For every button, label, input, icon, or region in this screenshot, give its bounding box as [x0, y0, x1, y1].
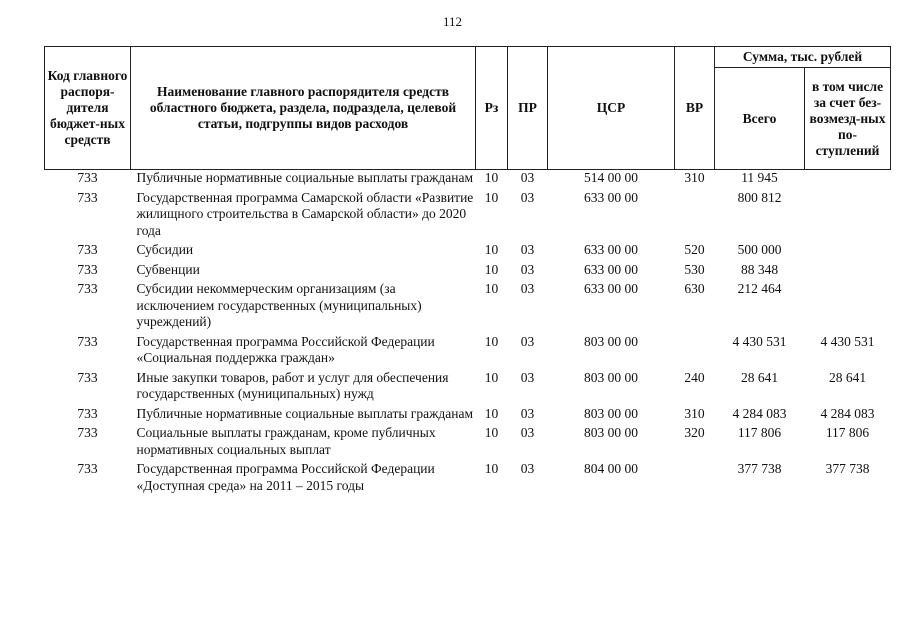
- cell-rz: 10: [484, 405, 499, 421]
- cell-name: Социальные выплаты гражданам, кроме публичных нормативных социальных выплат: [136, 425, 436, 457]
- cell-vr: 240: [684, 369, 705, 385]
- cell-pr: 03: [520, 369, 535, 385]
- header-free: в том числе за счет без-возмезд-ных по-ступлений: [805, 68, 891, 170]
- cell-csr: 633 00 00: [584, 281, 638, 296]
- header-vr: ВР: [675, 47, 715, 170]
- table-row: [45, 187, 891, 240]
- cell-code: 733: [77, 281, 98, 296]
- table-row: [45, 278, 891, 331]
- table-row: [45, 422, 891, 458]
- cell-code: 733: [77, 189, 98, 205]
- cell-free: [805, 170, 891, 187]
- cell-pr: 03: [520, 170, 535, 185]
- cell-code: 733: [77, 425, 98, 440]
- cell-free: 28 641: [828, 369, 867, 385]
- cell-code: 733: [77, 242, 98, 257]
- cell-rz: 10: [484, 242, 499, 257]
- table-body: [45, 170, 891, 495]
- cell-code: 733: [77, 333, 98, 349]
- cell-name: Иные закупки товаров, работ и услуг для обеспечения государственных (муниципальных) нужд: [136, 369, 449, 401]
- header-sum-group: Сумма, тыс. рублей: [715, 47, 891, 68]
- cell-pr: 03: [520, 189, 535, 205]
- cell-rz: 10: [484, 261, 499, 277]
- cell-free: [805, 278, 891, 331]
- table-row: [45, 367, 891, 403]
- table-header: [45, 47, 891, 170]
- budget-table: [44, 46, 891, 494]
- cell-total: 88 348: [740, 261, 779, 277]
- table-row: [45, 458, 891, 494]
- cell-total: 500 000: [737, 242, 782, 257]
- cell-vr: [675, 331, 715, 367]
- cell-csr: 803 00 00: [584, 405, 638, 421]
- cell-total: 212 464: [737, 281, 782, 296]
- cell-rz: 10: [484, 425, 499, 440]
- cell-csr: 803 00 00: [584, 333, 638, 349]
- table-row: [45, 239, 891, 259]
- cell-free: 4 430 531: [820, 333, 875, 349]
- cell-rz: 10: [484, 461, 499, 476]
- cell-vr: [675, 187, 715, 240]
- cell-pr: 03: [520, 261, 535, 277]
- cell-name: Субсидии некоммерческим организациям (за исключением государственных (муниципальных) учреждений): [136, 281, 422, 329]
- cell-pr: 03: [520, 281, 535, 296]
- header-rz: Рз: [476, 47, 508, 170]
- cell-vr: 530: [684, 261, 705, 277]
- cell-vr: 310: [684, 405, 705, 421]
- page-number: 112: [442, 14, 463, 29]
- cell-code: 733: [77, 369, 98, 385]
- cell-rz: 10: [484, 281, 499, 296]
- table-row: [45, 403, 891, 423]
- cell-name: Государственная программа Российской Федерации «Социальная поддержка граждан»: [136, 333, 435, 365]
- header-pr: ПР: [508, 47, 548, 170]
- cell-csr: 804 00 00: [584, 461, 638, 476]
- cell-pr: 03: [520, 425, 535, 440]
- cell-free: [805, 239, 891, 259]
- cell-csr: 633 00 00: [584, 242, 638, 257]
- cell-total: 28 641: [740, 369, 779, 385]
- cell-csr: 803 00 00: [584, 425, 638, 440]
- cell-code: 733: [77, 261, 98, 277]
- cell-total: 377 738: [737, 461, 782, 476]
- cell-name: Субсидии: [136, 242, 194, 257]
- cell-free: [805, 187, 891, 240]
- cell-vr: 520: [684, 242, 705, 257]
- header-total: Всего: [715, 68, 805, 170]
- cell-free: 117 806: [825, 425, 870, 440]
- cell-csr: 633 00 00: [584, 189, 638, 205]
- cell-vr: 320: [684, 425, 705, 440]
- cell-vr: 310: [684, 170, 705, 185]
- cell-csr: 633 00 00: [584, 261, 638, 277]
- cell-name: Государственная программа Самарской области «Развитие жилищного строительства в Самарской области» до 2020 года: [136, 189, 474, 238]
- cell-code: 733: [77, 170, 98, 185]
- cell-total: 117 806: [737, 425, 782, 440]
- cell-name: Публичные нормативные социальные выплаты гражданам: [136, 405, 474, 421]
- cell-code: 733: [77, 461, 98, 476]
- cell-rz: 10: [484, 369, 499, 385]
- cell-rz: 10: [484, 170, 499, 185]
- table-row: [45, 331, 891, 367]
- cell-vr: 630: [684, 281, 705, 296]
- cell-rz: 10: [484, 189, 499, 205]
- cell-name: Государственная программа Российской Федерации «Доступная среда» на 2011 – 2015 годы: [136, 461, 435, 493]
- cell-name: Публичные нормативные социальные выплаты гражданам: [136, 170, 474, 185]
- cell-pr: 03: [520, 242, 535, 257]
- cell-free: [805, 259, 891, 279]
- cell-total: 4 430 531: [732, 333, 787, 349]
- cell-vr: [675, 458, 715, 494]
- table-row: [45, 170, 891, 187]
- cell-total: 4 284 083: [732, 405, 787, 421]
- cell-free: 377 738: [825, 461, 870, 476]
- cell-name: Субвенции: [136, 261, 200, 277]
- cell-pr: 03: [520, 461, 535, 476]
- header-csr: ЦСР: [548, 47, 675, 170]
- cell-csr: 803 00 00: [584, 369, 638, 385]
- header-code: Код главного распоря-дителя бюджет-ных средств: [45, 47, 131, 170]
- cell-rz: 10: [484, 333, 499, 349]
- cell-pr: 03: [520, 333, 535, 349]
- cell-code: 733: [77, 405, 98, 421]
- table-row: [45, 259, 891, 279]
- cell-free: 4 284 083: [820, 405, 875, 421]
- cell-pr: 03: [520, 405, 535, 421]
- cell-total: 11 945: [741, 170, 778, 185]
- cell-total: 800 812: [737, 189, 782, 205]
- cell-csr: 514 00 00: [584, 170, 638, 185]
- header-name: Наименование главного распорядителя средств областного бюджета, раздела, подраздела, целевой статьи, подгруппы видов расходов: [131, 47, 476, 170]
